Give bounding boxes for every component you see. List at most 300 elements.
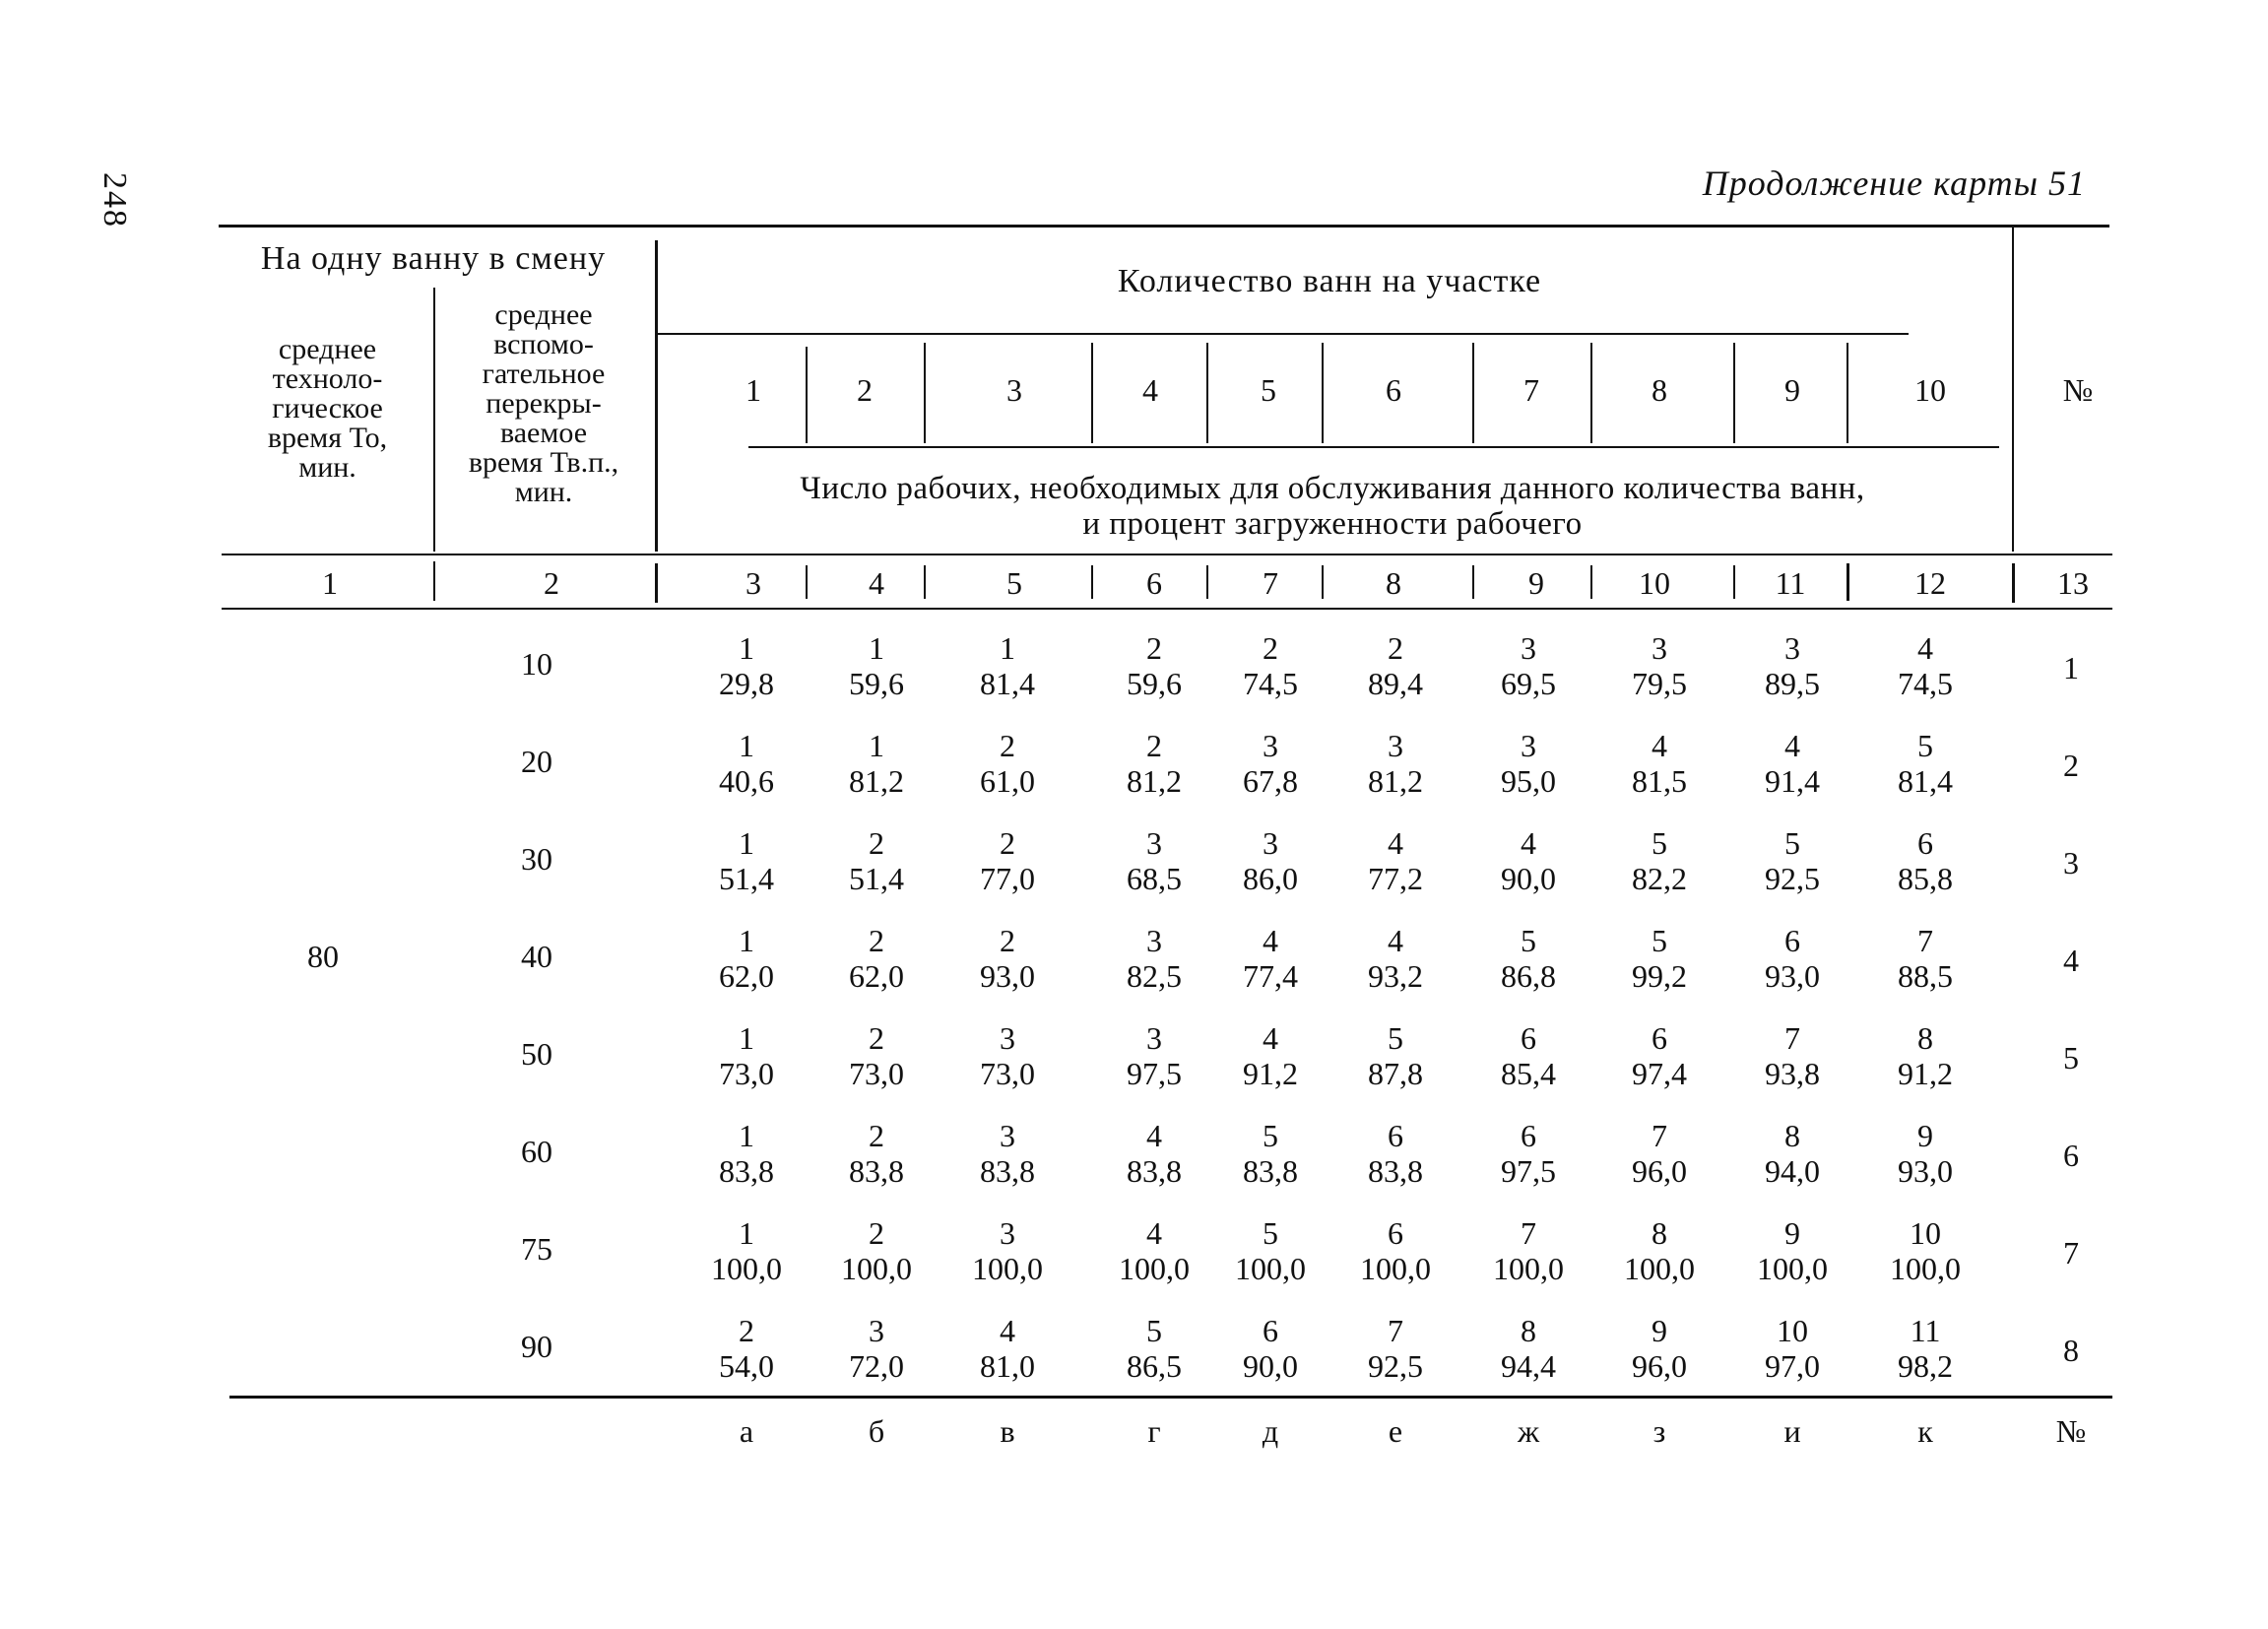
worker-count: 4 — [1388, 923, 1403, 958]
col2-heading — [435, 300, 652, 507]
worker-count: 2 — [739, 1313, 754, 1348]
load-percent: 95,0 — [1501, 763, 1556, 799]
worker-count: 4 — [1263, 923, 1278, 958]
worker-count: 1 — [739, 1020, 754, 1056]
load-percent: 81,2 — [1368, 763, 1423, 799]
load-percent: 97,4 — [1632, 1056, 1687, 1091]
bath-count-7: 7 — [1523, 372, 1539, 408]
worker-count: 1 — [739, 728, 754, 763]
table-cell — [939, 1118, 1076, 1189]
workers-heading-line: Число рабочих, необходимых для обслуживания данного количества ванн, — [800, 471, 1865, 506]
table-cell — [1590, 630, 1728, 701]
worker-count: 9 — [1917, 1118, 1933, 1153]
table-cell — [939, 825, 1076, 896]
table-cell — [1459, 1313, 1597, 1384]
worker-count: 4 — [1521, 825, 1536, 861]
table-cell — [939, 923, 1076, 994]
workers-heading-line: и процент загруженности рабочего — [1082, 506, 1583, 542]
colnum-9: 9 — [1528, 565, 1544, 601]
table-cell — [808, 728, 945, 799]
worker-count: 6 — [1263, 1313, 1278, 1348]
col2-line: перекры- — [486, 387, 602, 420]
load-percent: 100,0 — [841, 1251, 912, 1286]
table-cell — [1201, 923, 1339, 994]
workers-heading — [658, 471, 2007, 542]
load-percent: 69,5 — [1501, 666, 1556, 701]
load-percent: 77,4 — [1243, 958, 1298, 994]
footer-letter: г — [1147, 1413, 1161, 1449]
load-percent: 100,0 — [1624, 1251, 1695, 1286]
load-percent: 74,5 — [1243, 666, 1298, 701]
colnum-13: 13 — [2057, 565, 2089, 601]
col1-line: мин. — [298, 451, 356, 484]
v-colnum-6 — [1472, 565, 1474, 599]
footer-letter: ж — [1517, 1413, 1540, 1449]
table-cell — [1201, 1020, 1339, 1091]
table-cell — [678, 1020, 815, 1091]
table-cell — [1723, 1215, 1861, 1286]
table-cell — [1201, 1313, 1339, 1384]
tvp-value: 75 — [521, 1231, 552, 1267]
table-cell — [808, 1118, 945, 1189]
worker-count: 3 — [1146, 923, 1162, 958]
load-percent: 59,6 — [1127, 666, 1182, 701]
worker-count: 4 — [1000, 1313, 1015, 1348]
worker-count: 5 — [1263, 1118, 1278, 1153]
worker-count: 1 — [739, 1215, 754, 1251]
load-percent: 91,4 — [1765, 763, 1820, 799]
table-cell — [808, 1313, 945, 1384]
footer-letter: з — [1652, 1413, 1666, 1449]
table-cell — [1856, 630, 1994, 701]
load-percent: 82,5 — [1127, 958, 1182, 994]
load-percent: 83,8 — [719, 1153, 774, 1189]
bath-count-6: 6 — [1386, 372, 1401, 408]
table-cell — [1201, 1215, 1339, 1286]
table-cell — [678, 630, 815, 701]
load-percent: 100,0 — [1493, 1251, 1564, 1286]
col1-line: среднее — [278, 333, 377, 365]
bath-count-2: 2 — [857, 372, 873, 408]
table-cell — [1723, 1118, 1861, 1189]
worker-count: 1 — [869, 728, 884, 763]
load-percent: 77,2 — [1368, 861, 1423, 896]
table-cell — [939, 728, 1076, 799]
colnum-12: 12 — [1914, 565, 1946, 601]
worker-count: 7 — [1388, 1313, 1403, 1348]
worker-count: 9 — [1784, 1215, 1800, 1251]
load-percent: 77,0 — [980, 861, 1035, 896]
colnum-11: 11 — [1775, 565, 1806, 601]
load-percent: 73,0 — [719, 1056, 774, 1091]
table-cell — [1723, 630, 1861, 701]
load-percent: 93,0 — [1765, 958, 1820, 994]
load-percent: 100,0 — [1235, 1251, 1306, 1286]
col1-line: гическое — [272, 392, 383, 424]
table-cell — [1201, 728, 1339, 799]
worker-count: 5 — [1917, 728, 1933, 763]
no-heading: № — [2062, 372, 2094, 408]
table-cell — [1459, 630, 1597, 701]
worker-count: 4 — [1263, 1020, 1278, 1056]
load-percent: 92,5 — [1368, 1348, 1423, 1384]
worker-count: 7 — [1784, 1020, 1800, 1056]
bath-count-8: 8 — [1652, 372, 1667, 408]
worker-count: 8 — [1917, 1020, 1933, 1056]
worker-count: 4 — [1146, 1118, 1162, 1153]
table-cell — [1459, 1118, 1597, 1189]
row-number: 3 — [2063, 845, 2079, 880]
v-colnum-3 — [1091, 565, 1093, 599]
worker-count: 1 — [1000, 630, 1015, 666]
table-cell — [808, 630, 945, 701]
v-count-2 — [924, 343, 926, 443]
load-percent: 97,0 — [1765, 1348, 1820, 1384]
worker-count: 3 — [1652, 630, 1667, 666]
table-cell — [678, 728, 815, 799]
worker-count: 8 — [1521, 1313, 1536, 1348]
load-percent: 91,2 — [1898, 1056, 1953, 1091]
table-cell — [1327, 1215, 1464, 1286]
worker-count: 6 — [1388, 1118, 1403, 1153]
worker-count: 2 — [869, 1118, 884, 1153]
worker-count: 4 — [1784, 728, 1800, 763]
worker-count: 5 — [1652, 923, 1667, 958]
colnum-4: 4 — [869, 565, 884, 601]
row-number: 8 — [2063, 1333, 2079, 1368]
table-cell — [1856, 1020, 1994, 1091]
col2-line: мин. — [514, 476, 573, 508]
footer-letter: б — [868, 1413, 885, 1449]
worker-count: 3 — [1263, 728, 1278, 763]
load-percent: 93,2 — [1368, 958, 1423, 994]
table-cell — [1590, 825, 1728, 896]
load-percent: 97,5 — [1501, 1153, 1556, 1189]
load-percent: 96,0 — [1632, 1153, 1687, 1189]
load-percent: 94,4 — [1501, 1348, 1556, 1384]
worker-count: 4 — [1917, 630, 1933, 666]
load-percent: 100,0 — [1119, 1251, 1190, 1286]
load-percent: 54,0 — [719, 1348, 774, 1384]
load-percent: 73,0 — [849, 1056, 904, 1091]
table-cell — [1856, 1215, 1994, 1286]
load-percent: 90,0 — [1243, 1348, 1298, 1384]
table-cell — [1723, 923, 1861, 994]
table-cell — [1327, 1118, 1464, 1189]
table-cell — [1327, 1020, 1464, 1091]
table-cell — [1723, 728, 1861, 799]
table-cell — [1856, 1313, 1994, 1384]
table-cell — [678, 923, 815, 994]
footer-letter: в — [1000, 1413, 1015, 1449]
row-number: 4 — [2063, 943, 2079, 978]
worker-count: 2 — [869, 923, 884, 958]
colnum-5: 5 — [1006, 565, 1022, 601]
load-percent: 86,0 — [1243, 861, 1298, 896]
tvp-value: 30 — [521, 841, 552, 877]
table-cell — [1201, 825, 1339, 896]
load-percent: 81,4 — [1898, 763, 1953, 799]
worker-count: 5 — [1784, 825, 1800, 861]
load-percent: 97,5 — [1127, 1056, 1182, 1091]
load-percent: 74,5 — [1898, 666, 1953, 701]
table-cell — [808, 1020, 945, 1091]
table-cell — [1201, 1118, 1339, 1189]
table-cell — [1590, 1118, 1728, 1189]
load-percent: 59,6 — [849, 666, 904, 701]
col2-line: ваемое — [499, 417, 588, 449]
table-cell — [1856, 1118, 1994, 1189]
worker-count: 1 — [739, 923, 754, 958]
load-percent: 29,8 — [719, 666, 774, 701]
tvp-value: 40 — [521, 939, 552, 974]
load-percent: 100,0 — [1890, 1251, 1961, 1286]
load-percent: 89,5 — [1765, 666, 1820, 701]
load-percent: 90,0 — [1501, 861, 1556, 896]
table-cell — [939, 1020, 1076, 1091]
worker-count: 10 — [1910, 1215, 1941, 1251]
table-cell — [1327, 825, 1464, 896]
colnum-6: 6 — [1146, 565, 1162, 601]
load-percent: 79,5 — [1632, 666, 1687, 701]
worker-count: 3 — [1388, 728, 1403, 763]
load-percent: 94,0 — [1765, 1153, 1820, 1189]
baths-rule — [658, 333, 1909, 335]
worker-count: 3 — [1521, 728, 1536, 763]
col1-heading — [231, 335, 423, 483]
worker-count: 2 — [1000, 923, 1015, 958]
load-percent: 83,8 — [1127, 1153, 1182, 1189]
load-percent: 85,4 — [1501, 1056, 1556, 1091]
load-percent: 100,0 — [711, 1251, 782, 1286]
col1-line: время То, — [267, 422, 388, 454]
table-cell — [1459, 923, 1597, 994]
table-bottom-rule — [229, 1396, 2112, 1399]
table-cell — [939, 630, 1076, 701]
table-cell — [1327, 630, 1464, 701]
worker-count: 3 — [1000, 1020, 1015, 1056]
table-cell — [1856, 923, 1994, 994]
worker-count: 6 — [1784, 923, 1800, 958]
load-percent: 100,0 — [1757, 1251, 1828, 1286]
col2-line: время Тв.п., — [468, 446, 619, 479]
col2-line: гательное — [482, 358, 606, 390]
load-percent: 86,5 — [1127, 1348, 1182, 1384]
worker-count: 5 — [1521, 923, 1536, 958]
worker-count: 6 — [1652, 1020, 1667, 1056]
table-cell — [1459, 1020, 1597, 1091]
table-cell — [939, 1215, 1076, 1286]
table-cell — [1590, 728, 1728, 799]
colnum-bottom-rule — [222, 608, 2112, 610]
colnum-2: 2 — [544, 565, 559, 601]
worker-count: 7 — [1521, 1215, 1536, 1251]
worker-count: 3 — [1146, 1020, 1162, 1056]
footer-letter: и — [1783, 1413, 1801, 1449]
worker-count: 10 — [1777, 1313, 1808, 1348]
load-percent: 62,0 — [849, 958, 904, 994]
load-percent: 62,0 — [719, 958, 774, 994]
load-percent: 83,8 — [1368, 1153, 1423, 1189]
worker-count: 1 — [739, 630, 754, 666]
table-cell — [1327, 923, 1464, 994]
footer-letter: а — [739, 1413, 754, 1449]
row-number: 1 — [2063, 650, 2079, 685]
load-percent: 100,0 — [1360, 1251, 1431, 1286]
table-cell — [678, 825, 815, 896]
load-percent: 51,4 — [719, 861, 774, 896]
worker-count: 8 — [1652, 1215, 1667, 1251]
worker-count: 2 — [869, 1215, 884, 1251]
worker-count: 1 — [739, 825, 754, 861]
load-percent: 88,5 — [1898, 958, 1953, 994]
colnum-3: 3 — [745, 565, 761, 601]
load-percent: 85,8 — [1898, 861, 1953, 896]
footer-no: № — [2055, 1413, 2087, 1449]
bath-count-5: 5 — [1261, 372, 1276, 408]
load-percent: 92,5 — [1765, 861, 1820, 896]
table-cell — [1201, 630, 1339, 701]
worker-count: 9 — [1652, 1313, 1667, 1348]
col2-line: вспомо- — [493, 328, 594, 360]
table-cell — [1723, 825, 1861, 896]
load-percent: 83,8 — [980, 1153, 1035, 1189]
to-value: 80 — [307, 939, 339, 974]
table-cell — [808, 923, 945, 994]
load-percent: 93,8 — [1765, 1056, 1820, 1091]
baths-heading: Количество ванн на участке — [1117, 263, 1542, 299]
worker-count: 2 — [1263, 630, 1278, 666]
col2-line: среднее — [494, 298, 593, 331]
table-cell — [939, 1313, 1076, 1384]
load-percent: 96,0 — [1632, 1348, 1687, 1384]
worker-count: 2 — [1000, 728, 1015, 763]
tvp-value: 20 — [521, 744, 552, 779]
load-percent: 91,2 — [1243, 1056, 1298, 1091]
load-percent: 83,8 — [1243, 1153, 1298, 1189]
worker-count: 5 — [1146, 1313, 1162, 1348]
table-cell — [1723, 1313, 1861, 1384]
top-rule — [219, 225, 2109, 228]
worker-count: 6 — [1917, 825, 1933, 861]
worker-count: 4 — [1146, 1215, 1162, 1251]
bath-count-1: 1 — [745, 372, 761, 408]
table-cell — [1856, 728, 1994, 799]
load-percent: 81,4 — [980, 666, 1035, 701]
table-cell — [1459, 825, 1597, 896]
load-percent: 81,2 — [1127, 763, 1182, 799]
worker-count: 3 — [1263, 825, 1278, 861]
row-number: 2 — [2063, 748, 2079, 783]
continuation-title: Продолжение карты 51 — [1702, 163, 2086, 203]
table-cell — [1590, 1215, 1728, 1286]
load-percent: 89,4 — [1368, 666, 1423, 701]
worker-count: 2 — [869, 1020, 884, 1056]
load-percent: 40,6 — [719, 763, 774, 799]
table-cell — [808, 825, 945, 896]
table-cell — [1327, 1313, 1464, 1384]
worker-count: 3 — [1784, 630, 1800, 666]
v-line-no — [2012, 225, 2014, 552]
worker-count: 2 — [1146, 728, 1162, 763]
table-cell — [1459, 728, 1597, 799]
worker-count: 2 — [1388, 630, 1403, 666]
load-percent: 68,5 — [1127, 861, 1182, 896]
page-number: 248 — [97, 172, 133, 228]
table-cell — [678, 1313, 815, 1384]
worker-count: 4 — [1388, 825, 1403, 861]
worker-count: 3 — [1000, 1215, 1015, 1251]
tvp-value: 50 — [521, 1036, 552, 1072]
bath-count-10: 10 — [1914, 372, 1946, 408]
worker-count: 3 — [1146, 825, 1162, 861]
load-percent: 81,5 — [1632, 763, 1687, 799]
tvp-value: 90 — [521, 1329, 552, 1364]
table-cell — [1327, 728, 1464, 799]
worker-count: 8 — [1784, 1118, 1800, 1153]
table-cell — [1590, 923, 1728, 994]
worker-count: 2 — [869, 825, 884, 861]
load-percent: 67,8 — [1243, 763, 1298, 799]
worker-count: 7 — [1652, 1118, 1667, 1153]
colnum-7: 7 — [1263, 565, 1278, 601]
worker-count: 6 — [1388, 1215, 1403, 1251]
counts-rule — [748, 446, 1999, 448]
colnum-1: 1 — [322, 565, 338, 601]
footer-letter: д — [1262, 1413, 1279, 1449]
worker-count: 1 — [869, 630, 884, 666]
worker-count: 5 — [1263, 1215, 1278, 1251]
footer-letter: к — [1917, 1413, 1933, 1449]
table-cell — [1856, 825, 1994, 896]
load-percent: 83,8 — [849, 1153, 904, 1189]
row-number: 7 — [2063, 1235, 2079, 1271]
row-number: 6 — [2063, 1138, 2079, 1173]
load-percent: 93,0 — [980, 958, 1035, 994]
table-cell — [808, 1215, 945, 1286]
bath-count-9: 9 — [1784, 372, 1800, 408]
colnum-10: 10 — [1639, 565, 1670, 601]
worker-count: 6 — [1521, 1020, 1536, 1056]
table-cell — [1723, 1020, 1861, 1091]
colnum-8: 8 — [1386, 565, 1401, 601]
v-line-col3-b — [655, 563, 658, 603]
table-cell — [1459, 1215, 1597, 1286]
bath-count-3: 3 — [1006, 372, 1022, 408]
worker-count: 3 — [1521, 630, 1536, 666]
worker-count: 6 — [1521, 1118, 1536, 1153]
load-percent: 98,2 — [1898, 1348, 1953, 1384]
table-cell — [678, 1118, 815, 1189]
load-percent: 99,2 — [1632, 958, 1687, 994]
worker-count: 4 — [1652, 728, 1667, 763]
load-percent: 73,0 — [980, 1056, 1035, 1091]
worker-count: 7 — [1917, 923, 1933, 958]
tvp-value: 60 — [521, 1134, 552, 1169]
load-percent: 72,0 — [849, 1348, 904, 1384]
load-percent: 86,8 — [1501, 958, 1556, 994]
worker-count: 5 — [1652, 825, 1667, 861]
worker-count: 2 — [1000, 825, 1015, 861]
load-percent: 93,0 — [1898, 1153, 1953, 1189]
table-cell — [678, 1215, 815, 1286]
load-percent: 51,4 — [849, 861, 904, 896]
load-percent: 81,0 — [980, 1348, 1035, 1384]
worker-count: 1 — [739, 1118, 754, 1153]
load-percent: 81,2 — [849, 763, 904, 799]
worker-count: 5 — [1388, 1020, 1403, 1056]
table-cell — [1590, 1313, 1728, 1384]
